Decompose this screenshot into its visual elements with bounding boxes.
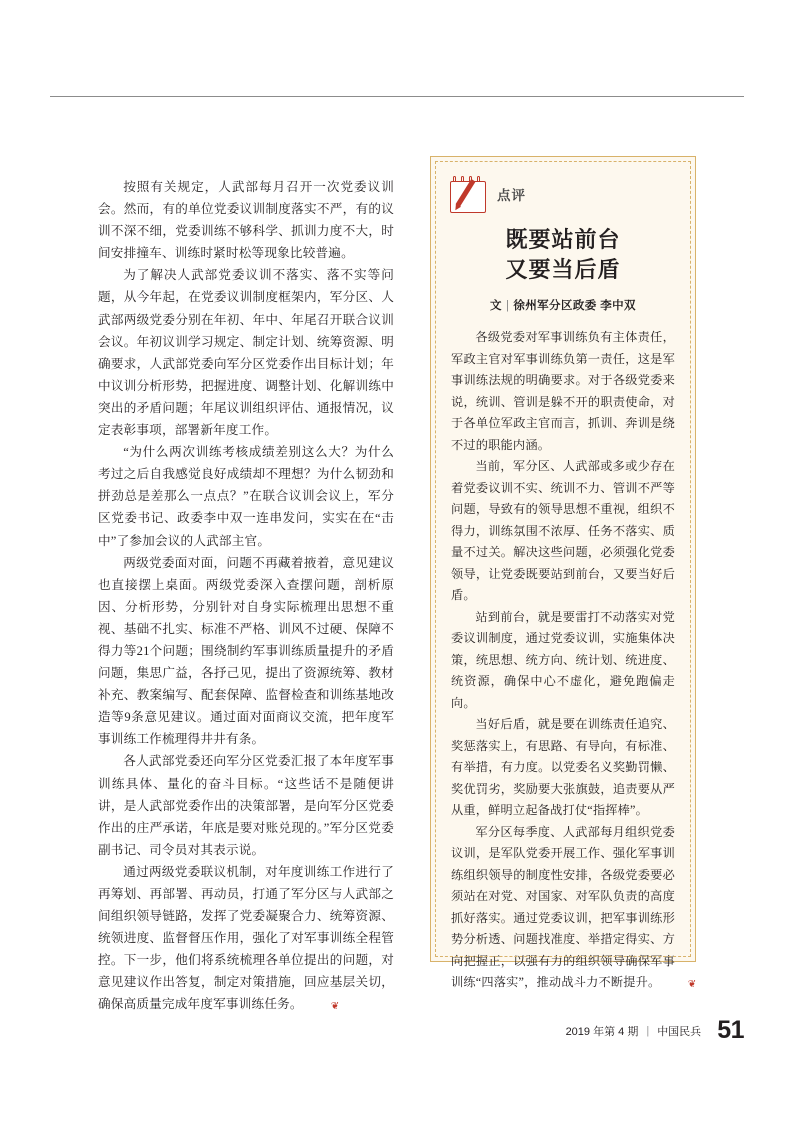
issue-label: 2019 年第 4 期 (565, 1025, 639, 1038)
byline-divider: | (505, 300, 510, 312)
commentary-paragraph: 站到前台，就是要雷打不动落实对党委议训制度，通过党委议训，实施集体决策，统思想、统方向、统计划、统进度、统资源，确保中心不虚化，避免跑偏走向。 (451, 609, 675, 710)
paragraph: 按照有关规定，人武部每月召开一次党委议训会。然而，有的单位党委议训制度落实不严，有的议训不深不细，党委训练不够科学、抓训力度不大，时间安排撞车、训练时紧时松等现象比较普遍。 (98, 180, 394, 261)
commentary-inner (431, 157, 697, 990)
paragraph-final (98, 861, 394, 1016)
commentary-badge (447, 173, 675, 215)
commentary-paragraph: 当前，军分区、人武部或多或少存在着党委议训不实、统训不力、管训不严等问题，导致有的领导思想不重视，组织不得力，训练氛围不浓厚、任务不落实、质量不过关。解决这些问题，必须强化党委领导，让党委既要站到前台，又要当好后盾。 (451, 459, 675, 602)
paragraph-text: 通过两级党委联议机制，对年度训练工作进行了再筹划、再部署、再动员，打通了军分区与人武部之间组织领导链路，发挥了党委凝聚合力、统筹资源、统领进度、监督督压作用，强化了对军事训练全程管控。下一步，他们将系统梳理各单位提出的问题，对意见建议作出答复，制定对策措施，回应基层关切，确保高质量完成年度军事训练任务。 (98, 864, 394, 1012)
commentary-paragraph: 当好后盾，就是要在训练责任追究、奖惩落实上，有思路、有导向，有标准、有举措，有力度。以党委名义奖勤罚懒、奖优罚劣，奖励要大张旗鼓，追责要从严从重，鲜明立起备战打仗“指挥棒”。 (451, 717, 675, 817)
commentary-box (430, 156, 697, 990)
commentary-title (451, 225, 675, 285)
page-number: 51 (717, 1016, 744, 1044)
byline-author: 徐州军分区政委 李中双 (513, 300, 636, 312)
paragraph: 各人武部党委还向军分区党委汇报了本年度军事训练具体、量化的奋斗目标。“这些话不是随便讲讲，是人武部党委作出的决策部署，是向军分区党委作出的庄严承诺，年底是要对账兑现的。”军分区党委副书记、司令员对其表示说。 (98, 754, 394, 857)
commentary-byline (451, 297, 675, 313)
notepad-pencil-icon (447, 174, 491, 214)
magazine-name: 中国民兵 (657, 1025, 702, 1038)
commentary-title-line2: 又要当后盾 (505, 257, 621, 282)
page-footer (566, 1016, 744, 1045)
commentary-body (451, 327, 697, 994)
end-mark-icon: ❦ (687, 979, 697, 990)
header-rule (50, 96, 744, 97)
left-text-column (98, 176, 394, 1016)
commentary-paragraph-text: 军分区每季度、人武部每月组织党委议训，是军队党委开展工作、强化军事训练组织领导的制度性安排，各级党委要必须站在对党、对国家、对军队负责的高度抓好落实。通过党委议训，把军事训练形势分析透、问题找准度、举措定得实、方向把握正，以强有力的组织领导确保军事训练“四落实”，推动战斗力不断提升。 (451, 824, 675, 989)
paragraph: 两级党委面对面，问题不再藏着掖着，意见建议也直接摆上桌面。两级党委深入查摆问题，剖析原因、分析形势，分别针对自身实际梳理出思想不重视、基础不扎实、标准不严格、训风不过硬、保障不得力等21个问题；围绕制约军事训练质量提升的矛盾问题，集思广益，各抒己见，提出了资源统筹、教材补充、教案编写、配套保障、监督检查和训练基地改造等9条意见建议。通过面对面商议交流，把年度军事训练工作梳理得井井有条。 (98, 555, 394, 747)
commentary-paragraph-final (451, 822, 697, 994)
footer-divider: | (646, 1024, 650, 1037)
commentary-paragraph: 各级党委对军事训练负有主体责任，军政主官对军事训练负第一责任，这是军事训练法规的明确要求。对于各级党委来说，统训、管训是躲不开的职责使命，对于各单位军政主官而言，抓训、奔训是绕不过的职能内涵。 (451, 330, 675, 452)
commentary-badge-label: 点评 (497, 188, 526, 203)
paragraph: “为什么两次训练考核成绩差别这么大？为什么考过之后自我感觉良好成绩却不理想？为什么韧劲和拼劲总是差那么一点点？”在联合议训会议上，军分区党委书记、政委李中双一连串发问，实实在在“击中”了参加会议的人武部主官。 (98, 445, 394, 548)
end-mark-icon: ❦ (330, 1001, 340, 1013)
byline-prefix: 文 (490, 300, 502, 312)
paragraph: 为了解决人武部党委议训不落实、落不实等问题，从今年起，在党委议训制度框架内，军分区、人武部两级党委分别在年初、年中、年尾召开联合议训会议。年初议训学习规定、制定计划、统筹资源、明确要求，人武部党委向军分区党委作出目标计划；年中议训分析形势，把握进度、调整计划、化解训练中突出的矛盾问题；年尾议训组织评估、通报情况，议定表彰事项，部署新年度工作。 (98, 268, 394, 438)
commentary-title-line1: 既要站前台 (505, 227, 621, 252)
